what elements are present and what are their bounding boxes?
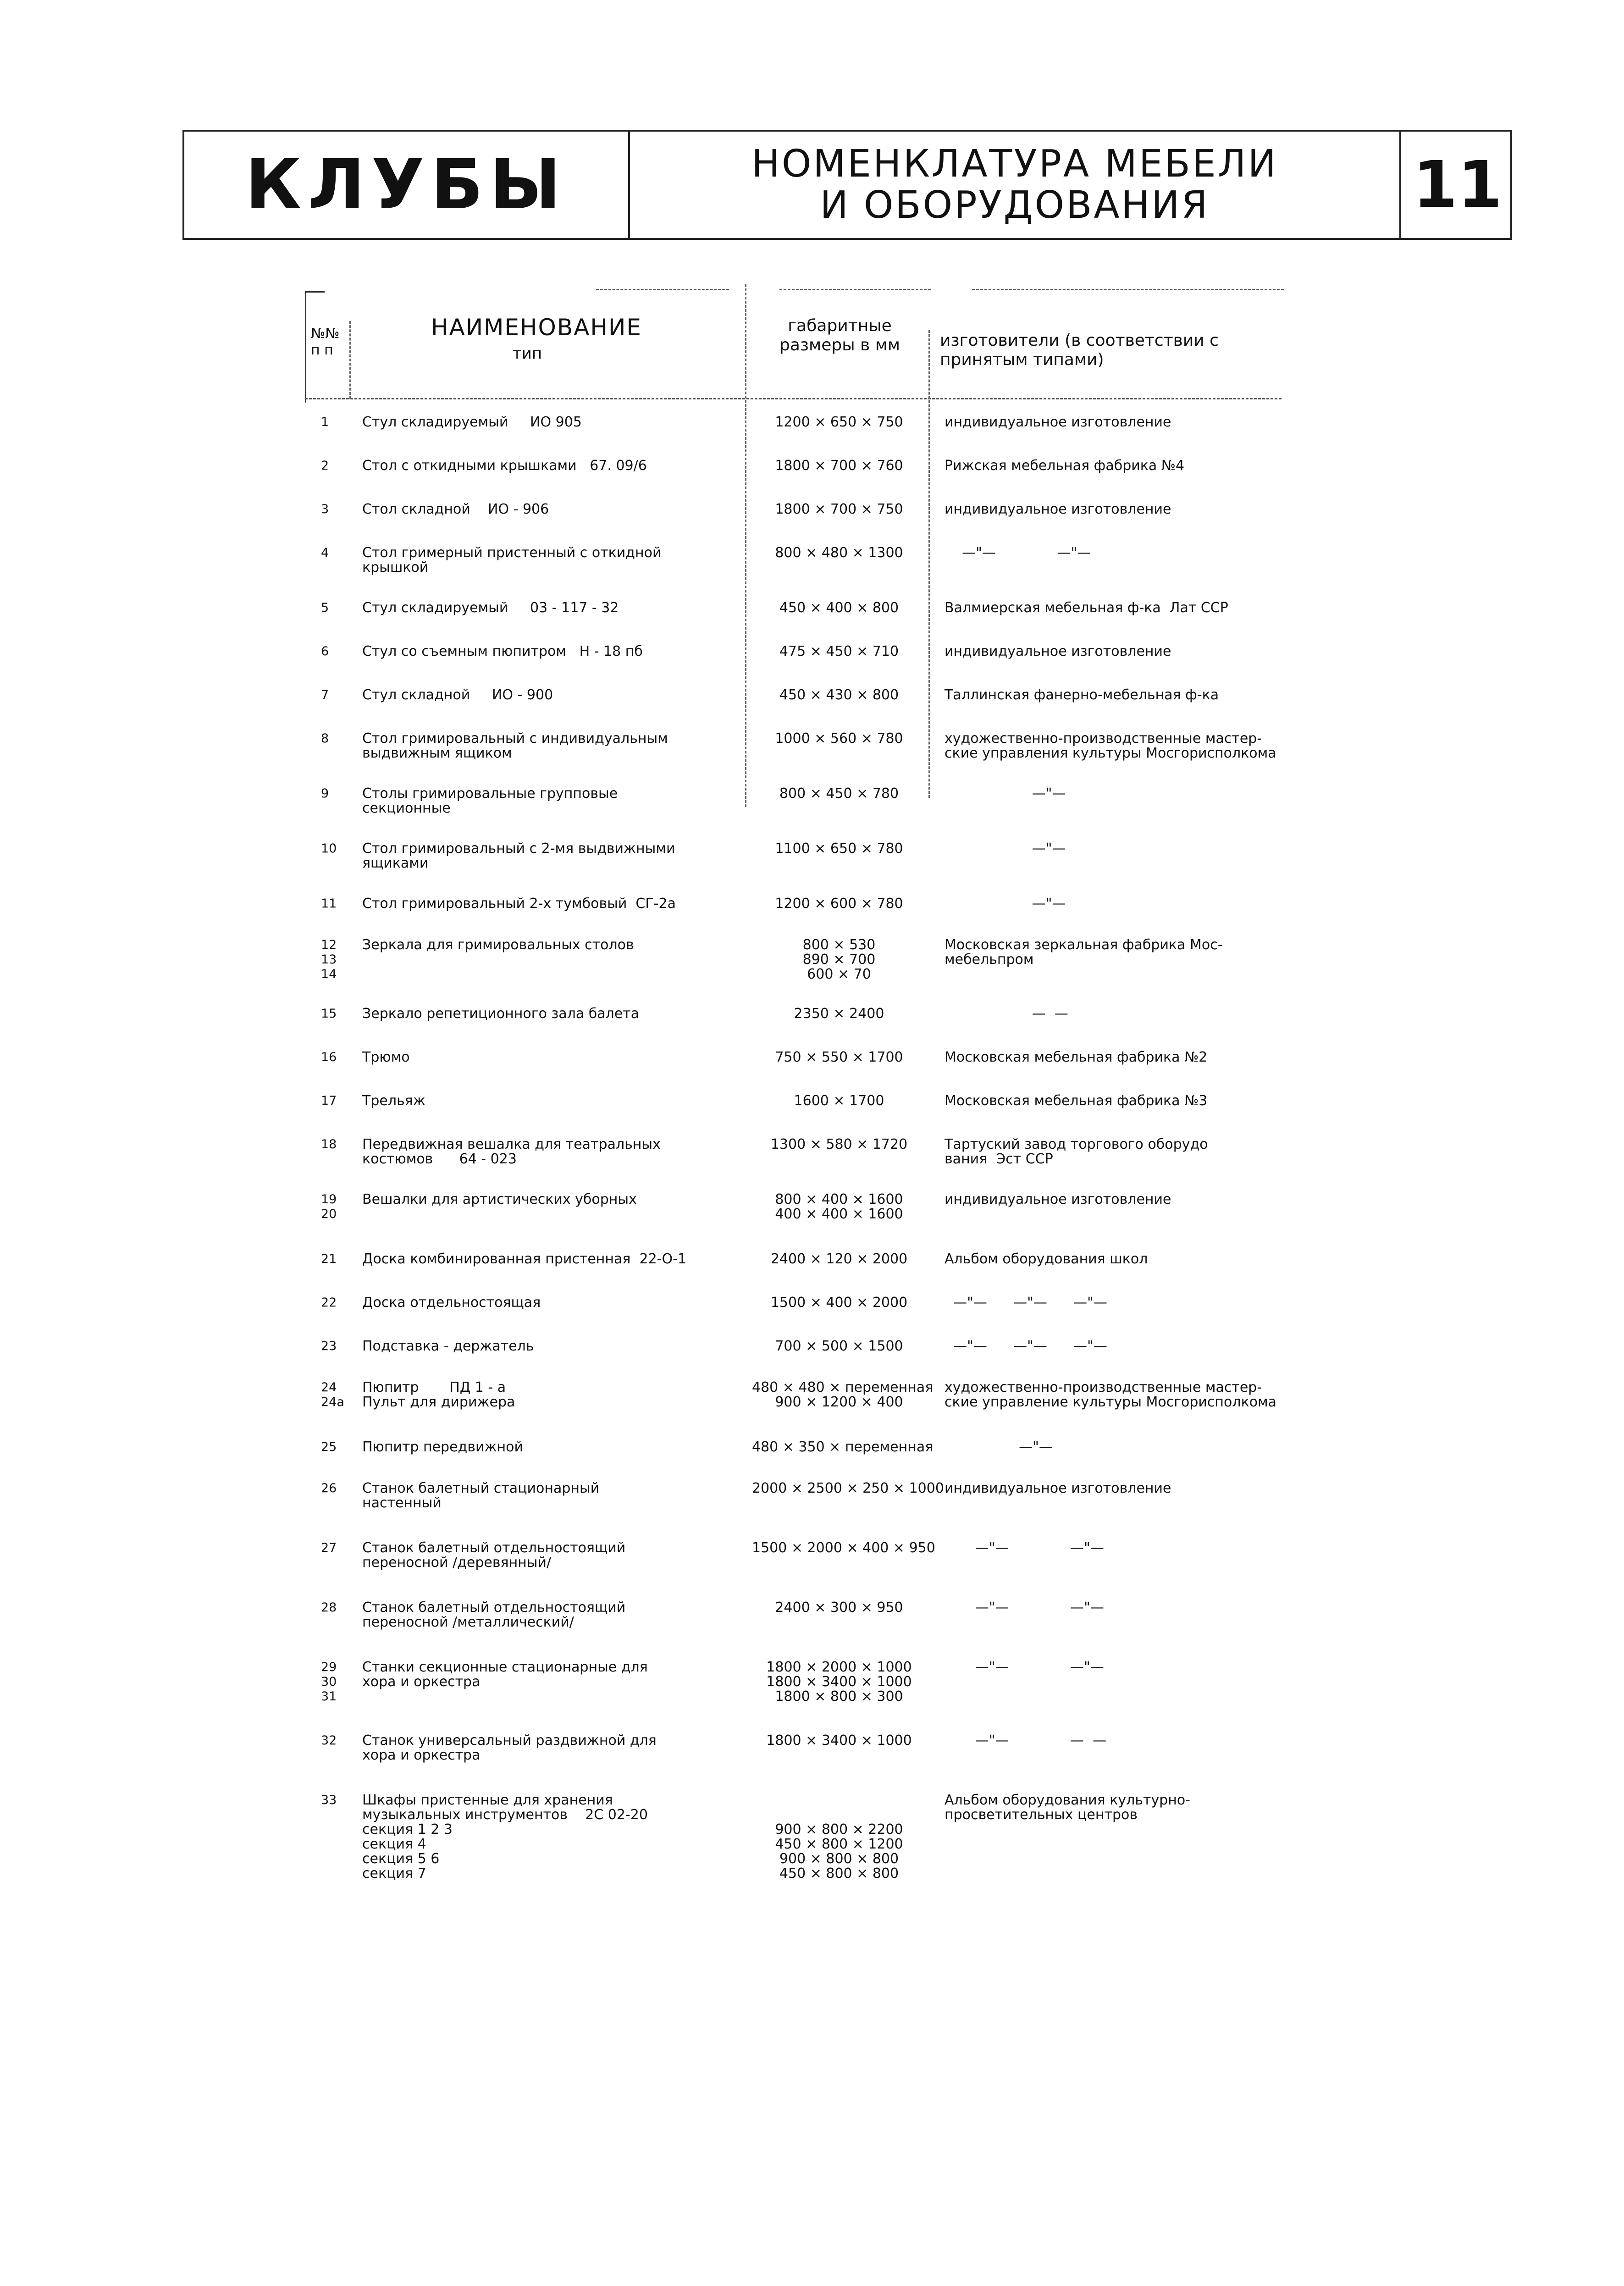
row-number: 9 (321, 786, 329, 801)
row-maker: Альбом оборудования школ (945, 1251, 1148, 1267)
row-maker: Альбом оборудования культурно- просветительных центров (945, 1792, 1191, 1823)
row-size: 1800 × 700 × 760 (775, 458, 903, 474)
row-maker: индивидуальное изготовление (945, 643, 1171, 659)
header-top-rule-3 (972, 289, 1284, 290)
row-number: 17 (321, 1094, 337, 1108)
row-number: 33 (321, 1793, 337, 1807)
row-size: 1500 × 400 × 2000 (770, 1295, 908, 1311)
row-number: 4 (321, 546, 329, 560)
row-number: 5 (321, 601, 329, 615)
row-maker: —"— —"— (945, 545, 1091, 561)
row-number: 29 30 31 (321, 1660, 337, 1704)
row-number: 10 (321, 841, 337, 856)
row-name: Станки секционные стационарные для хора и оркестра (362, 1659, 648, 1690)
row-number: 28 (321, 1600, 337, 1615)
header-box (182, 130, 1512, 240)
title-cell (630, 132, 1401, 238)
header-maker-line-2: принятым типами) (940, 350, 1104, 369)
row-maker: Московская зеркальная фабрика Мос- мебельпром (945, 937, 1223, 968)
header-name-title: НАИМЕНОВАНИЕ (431, 314, 642, 341)
row-number: 11 (321, 897, 337, 911)
column-separator-0 (349, 321, 351, 399)
row-size: 2400 × 300 × 950 (775, 1600, 903, 1616)
header-number-line-2: п п (311, 342, 333, 358)
row-number: 1 (321, 415, 329, 429)
header-name-subtitle: тип (512, 344, 542, 363)
row-size: 800 × 400 × 1600 400 × 400 × 1600 (775, 1191, 903, 1222)
header-name-column (431, 314, 642, 363)
header-top-rule-2 (779, 289, 931, 290)
row-maker: —"— —"— —"— (945, 1295, 1107, 1311)
row-maker: —"— — — (945, 1732, 1107, 1749)
row-maker: —"— —"— —"— (945, 1338, 1107, 1354)
row-maker: художественно-производственные мастер- ские управление культуры Мосгорисполкома (945, 1379, 1277, 1410)
row-name: Стол с откидными крышками 67. 09/6 (362, 458, 647, 474)
row-name: Стул складной ИО - 900 (362, 687, 553, 703)
row-maker: —"— (945, 1439, 1053, 1455)
row-size: 1800 × 3400 × 1000 (766, 1732, 912, 1749)
row-size: 1100 × 650 × 780 (775, 841, 903, 857)
row-number: 18 (321, 1137, 337, 1151)
row-size: 1800 × 700 × 750 (775, 501, 903, 517)
row-size: 2350 × 2400 (794, 1006, 884, 1022)
row-maker: индивидуальное изготовление (945, 1191, 1171, 1207)
row-name: Станок балетный отдельностоящий переносной /деревянный/ (362, 1540, 626, 1571)
row-size: 1200 × 600 × 780 (775, 896, 903, 912)
row-size: 450 × 430 × 800 (779, 687, 899, 703)
row-number: 19 20 (321, 1192, 337, 1221)
header-size-line-2: размеры в мм (779, 336, 900, 354)
header-maker-line-1: изготовители (в соответствии с (940, 331, 1219, 350)
row-size: 800 × 530 890 × 700 600 × 70 (802, 937, 876, 982)
row-number: 32 (321, 1733, 337, 1748)
row-name: Зеркало репетиционного зала балета (362, 1006, 640, 1022)
row-size: 450 × 400 × 800 (779, 600, 899, 616)
row-number: 25 (321, 1440, 337, 1454)
row-size: 800 × 480 × 1300 (775, 545, 903, 561)
row-number: 22 (321, 1295, 337, 1310)
row-maker: Таллинская фанерно-мебельная ф-ка (945, 687, 1219, 703)
row-size: 750 × 550 × 1700 (775, 1049, 903, 1065)
row-name: Стол гримировальный с 2-мя выдвижными ящиками (362, 841, 675, 871)
header-bottom-rule (305, 398, 1282, 399)
row-maker: Рижская мебельная фабрика №4 (945, 458, 1185, 474)
row-name: Стол складной ИО - 906 (362, 501, 549, 517)
row-number: 26 (321, 1481, 337, 1495)
row-size: 480 × 350 × переменная (752, 1439, 934, 1455)
row-name: Подставка - держатель (362, 1338, 534, 1354)
row-maker: Московская мебельная фабрика №3 (945, 1093, 1208, 1109)
row-number: 2 (321, 459, 329, 473)
row-size: 1500 × 2000 × 400 × 950 (752, 1540, 935, 1556)
title-line-1: НОМЕНКЛАТУРА МЕБЕЛИ (751, 142, 1278, 186)
row-number: 21 (321, 1252, 337, 1266)
row-size: 800 × 450 × 780 (779, 786, 899, 802)
row-number: 8 (321, 731, 329, 746)
row-maker: Московская мебельная фабрика №2 (945, 1049, 1208, 1065)
header-number-line-1: №№ (311, 326, 340, 342)
row-number: 24 24а (321, 1380, 344, 1409)
header-size-line-1: габаритные (788, 316, 892, 335)
row-name: Пюпитр передвижной (362, 1439, 523, 1455)
row-size: 1200 × 650 × 750 (775, 414, 903, 430)
row-maker: индивидуальное изготовление (945, 1480, 1171, 1496)
column-separator-2 (928, 330, 930, 798)
row-maker: —"— (945, 841, 1066, 857)
row-size: 1300 × 580 × 1720 (770, 1136, 908, 1152)
row-number: 23 (321, 1339, 337, 1353)
row-maker: — — (945, 1006, 1068, 1022)
row-name: Передвижная вешалка для театральных костюмов 64 - 023 (362, 1136, 661, 1167)
row-name: Доска отдельностоящая (362, 1295, 541, 1311)
header-maker-column (940, 331, 1219, 370)
row-name: Станок балетный стационарный настенный (362, 1480, 600, 1511)
row-number: 15 (321, 1007, 337, 1021)
row-name: Вешалки для артистических уборных (362, 1191, 637, 1207)
row-name: Столы гримировальные групповые секционные (362, 786, 618, 816)
row-size: 1600 × 1700 (794, 1093, 884, 1109)
row-maker: индивидуальное изготовление (945, 501, 1171, 517)
row-maker: —"— —"— (945, 1540, 1104, 1556)
section-title: КЛУБЫ (245, 145, 568, 225)
row-size: 2000 × 2500 × 250 × 1000 (752, 1480, 944, 1496)
row-size: 1000 × 560 × 780 (775, 731, 903, 747)
row-maker: художественно-производственные мастер- ские управления культуры Мосгорисполкома (945, 731, 1276, 761)
row-size: 900 × 800 × 2200 450 × 800 × 1200 900 × 800 × 800 450 × 800 × 800 (775, 1821, 903, 1882)
row-size: 475 × 450 × 710 (779, 643, 899, 659)
page-number: 11 (1413, 147, 1502, 222)
row-name: Шкафы пристенные для хранения музыкальных инструментов 2С 02-20 секция 1 2 3 секция 4 секция 5 6 секция 7 (362, 1792, 648, 1882)
header-top-rule-1 (596, 289, 729, 290)
row-maker: Тартуский завод торгового оборудо вания Эст ССР (945, 1136, 1208, 1167)
row-size: 2400 × 120 × 2000 (770, 1251, 908, 1267)
row-name: Стул складируемый ИО 905 (362, 414, 582, 430)
section-cell (184, 132, 630, 238)
row-maker: индивидуальное изготовление (945, 414, 1171, 430)
row-size: 480 × 480 × переменная 900 × 1200 × 400 (752, 1379, 934, 1410)
row-name: Доска комбинированная пристенная 22-О-1 (362, 1251, 687, 1267)
row-number: 6 (321, 644, 329, 659)
row-size: 700 × 500 × 1500 (775, 1338, 903, 1354)
row-maker: Валмиерская мебельная ф-ка Лат ССР (945, 600, 1228, 616)
row-number: 27 (321, 1541, 337, 1555)
row-maker: —"— (945, 786, 1066, 802)
row-name: Стол гримерный пристенный с откидной крышкой (362, 545, 662, 576)
row-number: 12 13 14 (321, 938, 337, 981)
row-number: 7 (321, 688, 329, 702)
row-size: 1800 × 2000 × 1000 1800 × 3400 × 1000 1800 × 800 × 300 (766, 1659, 912, 1705)
row-name: Станок балетный отдельностоящий переносной /металлический/ (362, 1600, 626, 1630)
row-name: Трельяж (362, 1093, 425, 1109)
row-name: Станок универсальный раздвижной для хора и оркестра (362, 1732, 657, 1763)
row-name: Стул складируемый 03 - 117 - 32 (362, 600, 619, 616)
row-number: 3 (321, 502, 329, 516)
row-maker: —"— —"— (945, 1600, 1104, 1616)
header-size-column (779, 316, 900, 355)
row-name: Стул со съемным пюпитром Н - 18 пб (362, 643, 643, 659)
row-name: Трюмо (362, 1049, 410, 1065)
title-line-2: И ОБОРУДОВАНИЯ (820, 183, 1210, 227)
row-name: Зеркала для гримировальных столов (362, 937, 634, 953)
row-name: Стол гримировальный 2-х тумбовый СГ-2а (362, 896, 676, 912)
row-maker: —"— (945, 896, 1066, 912)
row-maker: —"— —"— (945, 1659, 1104, 1675)
header-number-column (311, 326, 339, 359)
row-number: 16 (321, 1050, 337, 1064)
row-name: Стол гримировальный с индивидуальным выдвижным ящиком (362, 731, 668, 761)
page-number-cell (1401, 132, 1514, 238)
row-name: Пюпитр ПД 1 - а Пульт для дирижера (362, 1379, 515, 1410)
